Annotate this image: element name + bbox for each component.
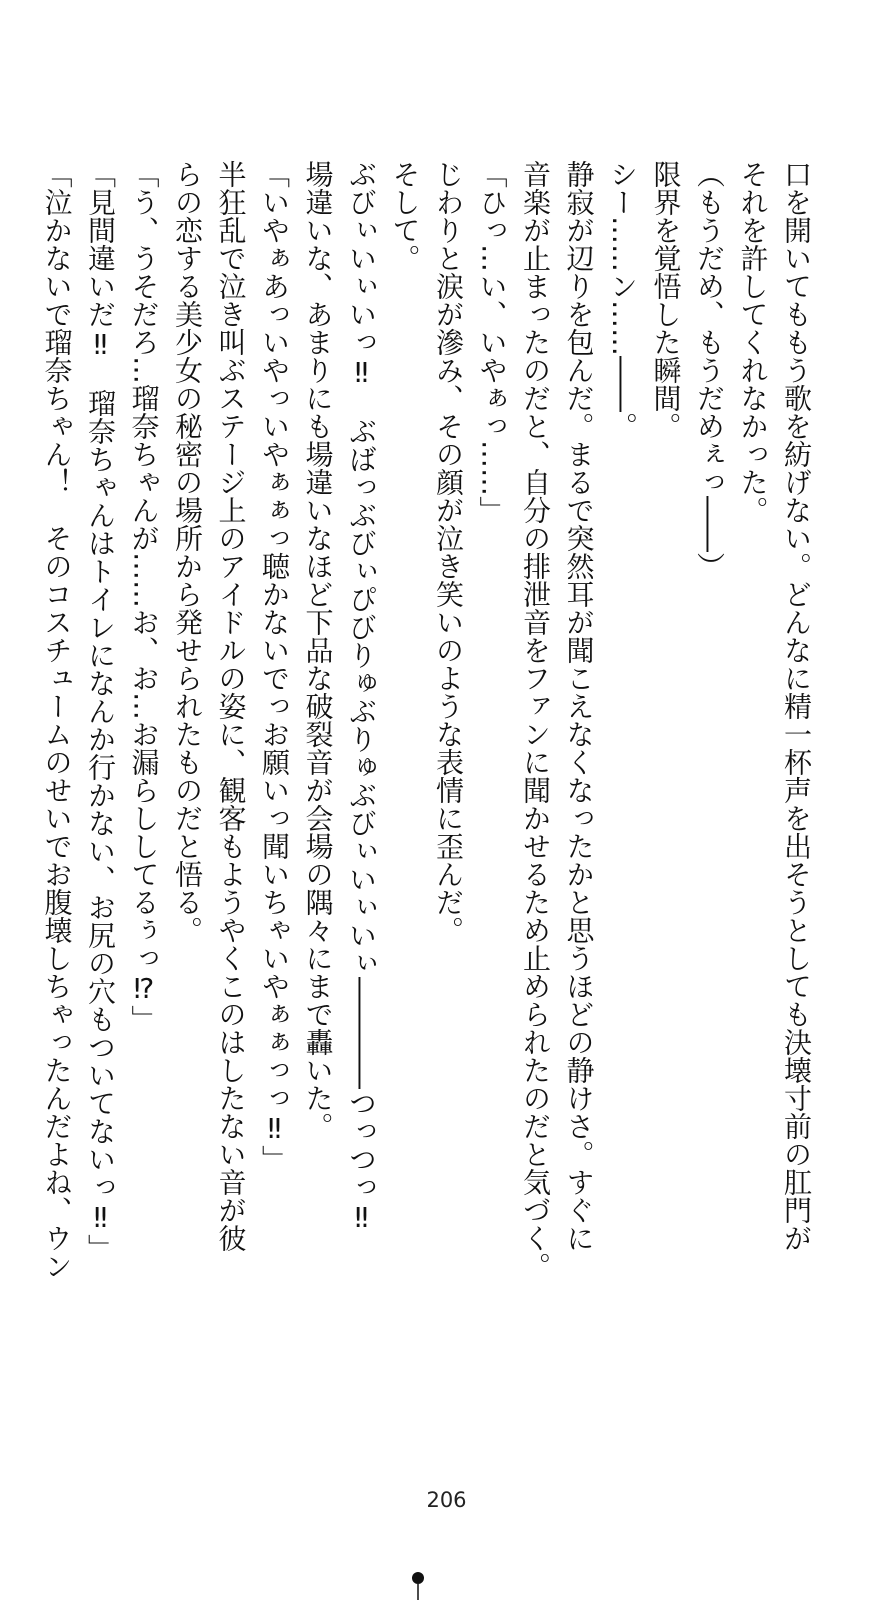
text-line-12: 場違いな、あまりにも場違いなほど下品な破裂音が会場の隅々にまで轟いた。 [301, 160, 335, 1140]
text-line-5: シー……ン……――。 [606, 160, 639, 440]
page-number: 206 [426, 1488, 467, 1512]
text-line-17: 「見間違いだ‼ 瑠奈ちゃんはトイレになんか行かない、お尻の穴もついてないっ‼」 [84, 160, 117, 1262]
text-line-8: 「ひっ…い、いやぁっ……」 [475, 160, 509, 524]
text-line-6: 静寂が辺りを包んだ。まるで突然耳が聞こえなくなったかと思うほどの静けさ。すぐに [562, 160, 596, 1252]
text-line-3: （もうだめ、もうだめぇっ――） [693, 160, 726, 580]
text-line-2: それを許してくれなかった。 [736, 160, 770, 524]
text-line-9: じわりと涙が滲み、その顔が泣き笑いのような表情に歪んだ。 [432, 160, 465, 944]
text-line-13: 「いやぁあっいやっいやぁぁっ聴かないでっお願いっ聞いちゃいやぁぁっっ‼」 [258, 160, 291, 1173]
vertical-text-block [40, 160, 818, 1320]
text-line-7: 音楽が止まったのだと、自分の排泄音をファンに聞かせるため止められたのだと気づく。 [519, 160, 552, 1280]
text-line-18: 「泣かないで瑠奈ちゃん！ そのコスチュームのせいでお腹壊しちゃったんだよね、ウン [40, 160, 74, 1280]
text-line-14: 半狂乱で泣き叫ぶステージ上のアイドルの姿に、観客もようやくこのはしたない音が彼 [214, 160, 248, 1252]
text-line-1: 口を開いてももう歌を紡げない。どんなに精一杯声を出そうとしても決壊寸前の肛門が [780, 160, 813, 1252]
text-line-16: 「う、うそだろ…瑠奈ちゃんが……お、お…お漏らししてるぅっ⁉」 [127, 160, 161, 1033]
text-line-15: らの恋する美少女の秘密の場所から発せられたものだと悟る。 [171, 160, 204, 944]
text-line-4: 限界を覚悟した瞬間。 [649, 160, 683, 440]
text-line-10: そして。 [388, 160, 422, 272]
page-marker-icon [410, 1570, 426, 1600]
text-line-11: ぶびぃいぃいっ‼ ぶばっぶびぃぴびりゅぶりゅぶびぃいぃいぃ――――つっつっ‼ [345, 160, 378, 1234]
